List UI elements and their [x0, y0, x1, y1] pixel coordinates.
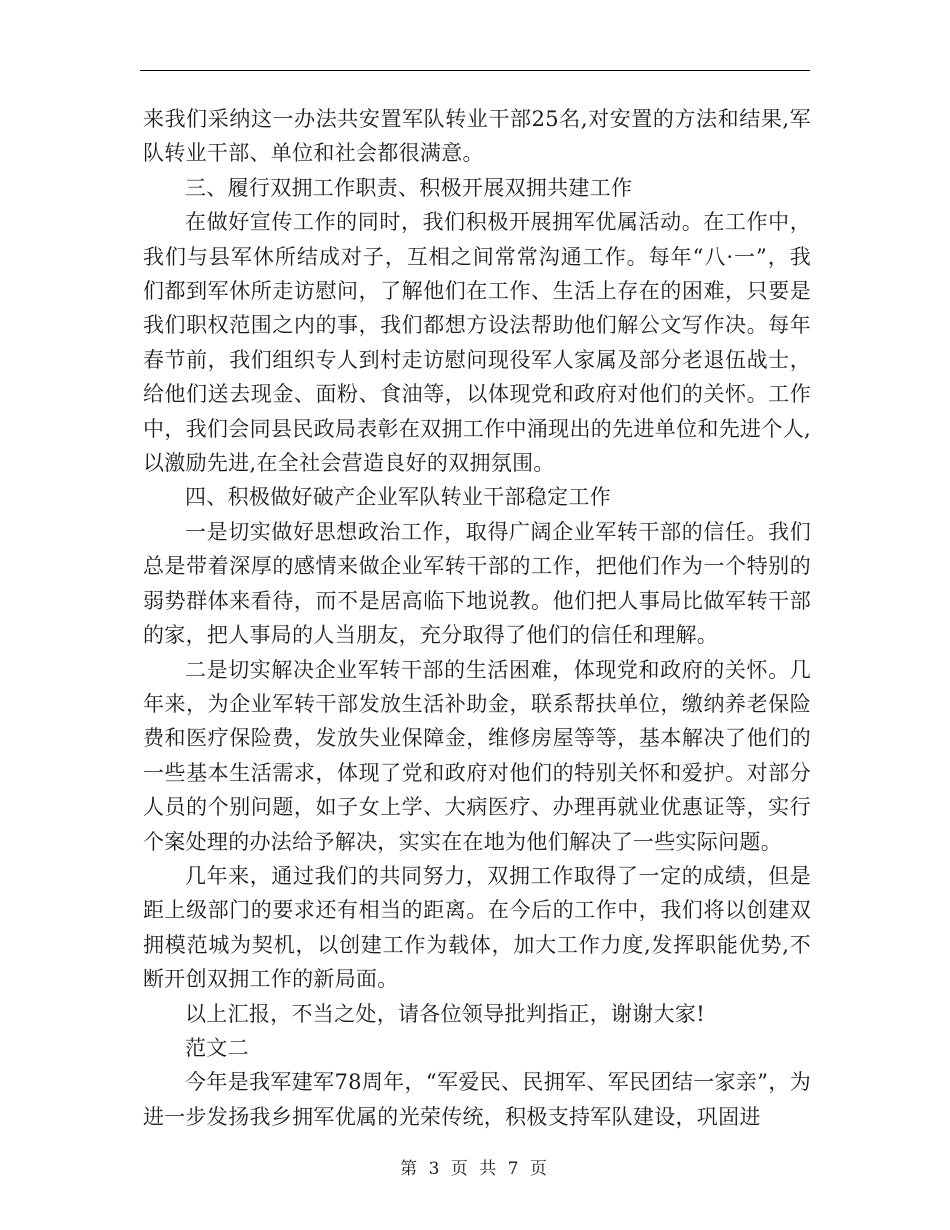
paragraph: 以上汇报，不当之处，请各位领导批判指正，谢谢大家!: [185, 1001, 705, 1026]
paragraph: 几年来，通过我们的共同努力，双拥工作取得了一定的成绩，但是距上级部门的要求还有相当的距离。在今后的工作中，我们将以创建双拥模范城为契机，以创建工作为载体，加大工作力度,发挥职能优势,不断开创双拥工作的新局面。: [143, 863, 811, 992]
paragraph: 在做好宣传工作的同时，我们积极开展拥军优属活动。在工作中，我们与县军休所结成对子，互相之间常常沟通工作。每年“八·一”，我们都到军休所走访慰问，了解他们在工作、生活上存在的困难，只要是我们职权范围之内的事，我们都想方设法帮助他们解公文写作决。每年春节前，我们组织专人到村走访慰问现役军人家属及部分老退伍战士，给他们送去现金、面粉、食油等，以体现党和政府对他们的关怀。工作中，我们会同县民政局表彰在双拥工作中涌现出的先进单位和先进个人,以激励先进,在全社会营造良好的双拥氛围。: [143, 210, 811, 476]
paragraph: 二是切实解决企业军转干部的生活困难，体现党和政府的关怀。几年来，为企业军转干部发放生活补助金，联系帮扶单位，缴纳养老保险费和医疗保险费，发放失业保障金，维修房屋等等，基本解决了他们的一些基本生活需求，体现了党和政府对他们的特别关怀和爱护。对部分人员的个别问题，如子女上学、大病医疗、办理再就业优惠证等，实行个案处理的办法给予解决，实实在在地为他们解决了一些实际问题。: [143, 657, 811, 854]
paragraph: 来我们采纳这一办法共安置军队转业干部25名,对安置的方法和结果,军队转业干部、单位和社会都很满意。: [143, 107, 811, 166]
paragraph: 今年是我军建军78周年，“军爱民、民拥军、军民团结一家亲”，为进一步发扬我乡拥军优属的光荣传统，积极支持军队建设，巩固进: [143, 1070, 811, 1129]
subtitle: 范文二: [185, 1035, 249, 1060]
section-heading: 三、履行双拥工作职责、积极开展双拥共建工作: [185, 175, 633, 200]
page-number: 第 3 页 共 7 页: [400, 1159, 550, 1179]
document-body: [143, 102, 811, 1134]
section-heading: 四、积极做好破产企业军队转业干部稳定工作: [185, 485, 611, 510]
paragraph: 一是切实做好思想政治工作，取得广阔企业军转干部的信任。我们总是带着深厚的感情来做企业军转干部的工作，把他们作为一个特别的弱势群体来看待，而不是居高临下地说教。他们把人事局比做军转干部的家，把人事局的人当朋友，充分取得了他们的信任和理解。: [143, 519, 811, 648]
header-rule: [140, 70, 810, 71]
